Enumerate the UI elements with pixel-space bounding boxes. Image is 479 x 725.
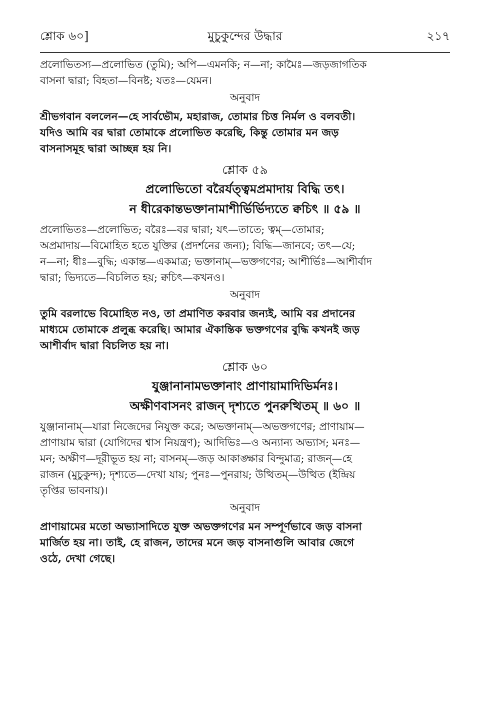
gloss-line: ন—না; ধীঃ—বুদ্ধি; একান্ত—একমাত্র; ভক্তানাম্—ভক্তগণের; আশীর্ভিঃ—আশীর্বাদ: [40, 256, 372, 268]
verse-heading: শ্লোক ৬০: [222, 358, 268, 374]
top-word-gloss: [40, 58, 450, 89]
page-header: [40, 28, 450, 46]
translation-heading: অনুবাদ: [229, 502, 261, 514]
gloss-line: বাসনা দ্বারা; বিহতা—বিনষ্ট; যতঃ—যেমন।: [40, 74, 212, 87]
translation-heading: অনুবাদ: [229, 289, 261, 301]
translation-line: বাসনাসমূহ দ্বারা আচ্ছন্ন হয় নি।: [40, 141, 172, 155]
gloss-line: যুঞ্জানানাম্—যারা নিজেদের নিযুক্ত করে; অভক্তানাম্—অভক্তগণের; প্রাণায়াম—: [40, 421, 365, 433]
header-divider: [40, 52, 450, 53]
gloss-line: মন; অক্ষীণ—দূরীভূত হয় না; বাসনম্—জড় আকাঙ্ক্ষার বিন্দুমাত্র; রাজন্—হে: [40, 453, 352, 465]
gloss-line: দ্বারা; ভিদ্যতে—বিচলিত হয়; ক্বচিৎ—কখনও।: [40, 272, 225, 284]
header-page-number: ২১৭: [426, 29, 450, 43]
translation-line: যদিও আমি বর দ্বারা তোমাকে প্রলোভিত করেছি, কিন্তু তোমার মন জড়: [40, 125, 339, 139]
translation-paragraph: [40, 306, 450, 354]
verse-text: [40, 376, 450, 416]
verse-line: প্রলোভিতো বরৈর্যত্ত্বমপ্রমাদায় বিদ্ধি তৎ।: [145, 182, 345, 196]
gloss-line: প্রাণায়াম দ্বারা (যোগিদের শ্বাস নিয়ন্ত্রণ); আদিভিঃ—ও অন্যান্য অভ্যাস; মনঃ—: [40, 437, 361, 449]
translation-line: শ্রীভগবান বললেন—হে সার্বভৌম, মহারাজ, তোমার চিত্ত নির্মল ও বলবতী।: [40, 109, 356, 123]
gloss-line: প্রলোভিতঃ—প্রলোভিত; বরৈঃ—বর দ্বারা; যৎ—তাতে; ত্বম্—তোমার;: [40, 224, 325, 236]
translation-paragraph: [40, 519, 450, 567]
gloss-line: প্রলোভিতস্য—প্রলোভিত (তুমি); অপি—এমনকি; ন—না; কামৈঃ—জড়জাগতিক: [40, 59, 367, 71]
header-verse-ref: শ্লোক ৬০]: [40, 29, 89, 43]
gloss-line: অপ্রমাদায়—বিমোহিত হতে যুক্তির (প্রদর্শনের জন্য); বিদ্ধি—জানবে; তৎ—যে;: [40, 240, 356, 252]
header-chapter-title: মুচুকুন্দের উদ্ধার: [207, 29, 283, 43]
gloss-line: তৃপ্তির ভাবনায়)।: [40, 485, 108, 497]
word-gloss: [40, 419, 450, 499]
verse-line: ন ধীরেকান্তভক্তানামাশীর্ভির্ভিদ্যতে ক্বচিৎ ॥ ৫৯ ॥: [129, 202, 361, 216]
translation-line: মার্জিত হয় না। তাই, হে রাজন, তাদের মনে জড় বাসনাগুলি আবার জেগে: [40, 535, 355, 549]
translation-line: মাধ্যমে তোমাকে প্রলুব্ধ করেছি। আমার ঐকান্তিক ভক্তগণের বুদ্ধি কখনই জড়: [40, 322, 360, 336]
translation-line: ওঠে, দেখা গেছে।: [40, 551, 116, 565]
word-gloss: [40, 222, 450, 286]
page-body: [40, 58, 450, 567]
translation-line: প্রাণায়ামের মতো অভ্যাসাদিতে যুক্ত অভক্তগণের মন সম্পূর্ণভাবে জড় বাসনা: [40, 519, 362, 533]
gloss-line: রাজন (মুচুকুন্দ); দৃশ্যতে—দেখা যায়; পুনঃ—পুনরায়; উত্থিতম্—উত্থিত (ইন্দ্রিয়: [40, 469, 356, 481]
translation-line: তুমি বরলাভে বিমোহিত নও, তা প্রমাণিত করবার জন্যই, আমি বর প্রদানের: [40, 306, 356, 320]
verse-line: অক্ষীণবাসনং রাজন্ দৃশ্যতে পুনরুত্থিতম্ ॥ ৬০ ॥: [129, 399, 361, 413]
translation-paragraph: [40, 109, 450, 157]
verse-text: [40, 179, 450, 219]
translation-line: আশীর্বাদ দ্বারা বিচলিত হয় না।: [40, 338, 169, 352]
translation-heading: অনুবাদ: [229, 92, 261, 104]
verse-heading: শ্লোক ৫৯: [222, 161, 268, 177]
verse-line: যুঞ্জানানামভক্তানাং প্রাণায়ামাদিভির্মনঃ।: [151, 379, 338, 393]
